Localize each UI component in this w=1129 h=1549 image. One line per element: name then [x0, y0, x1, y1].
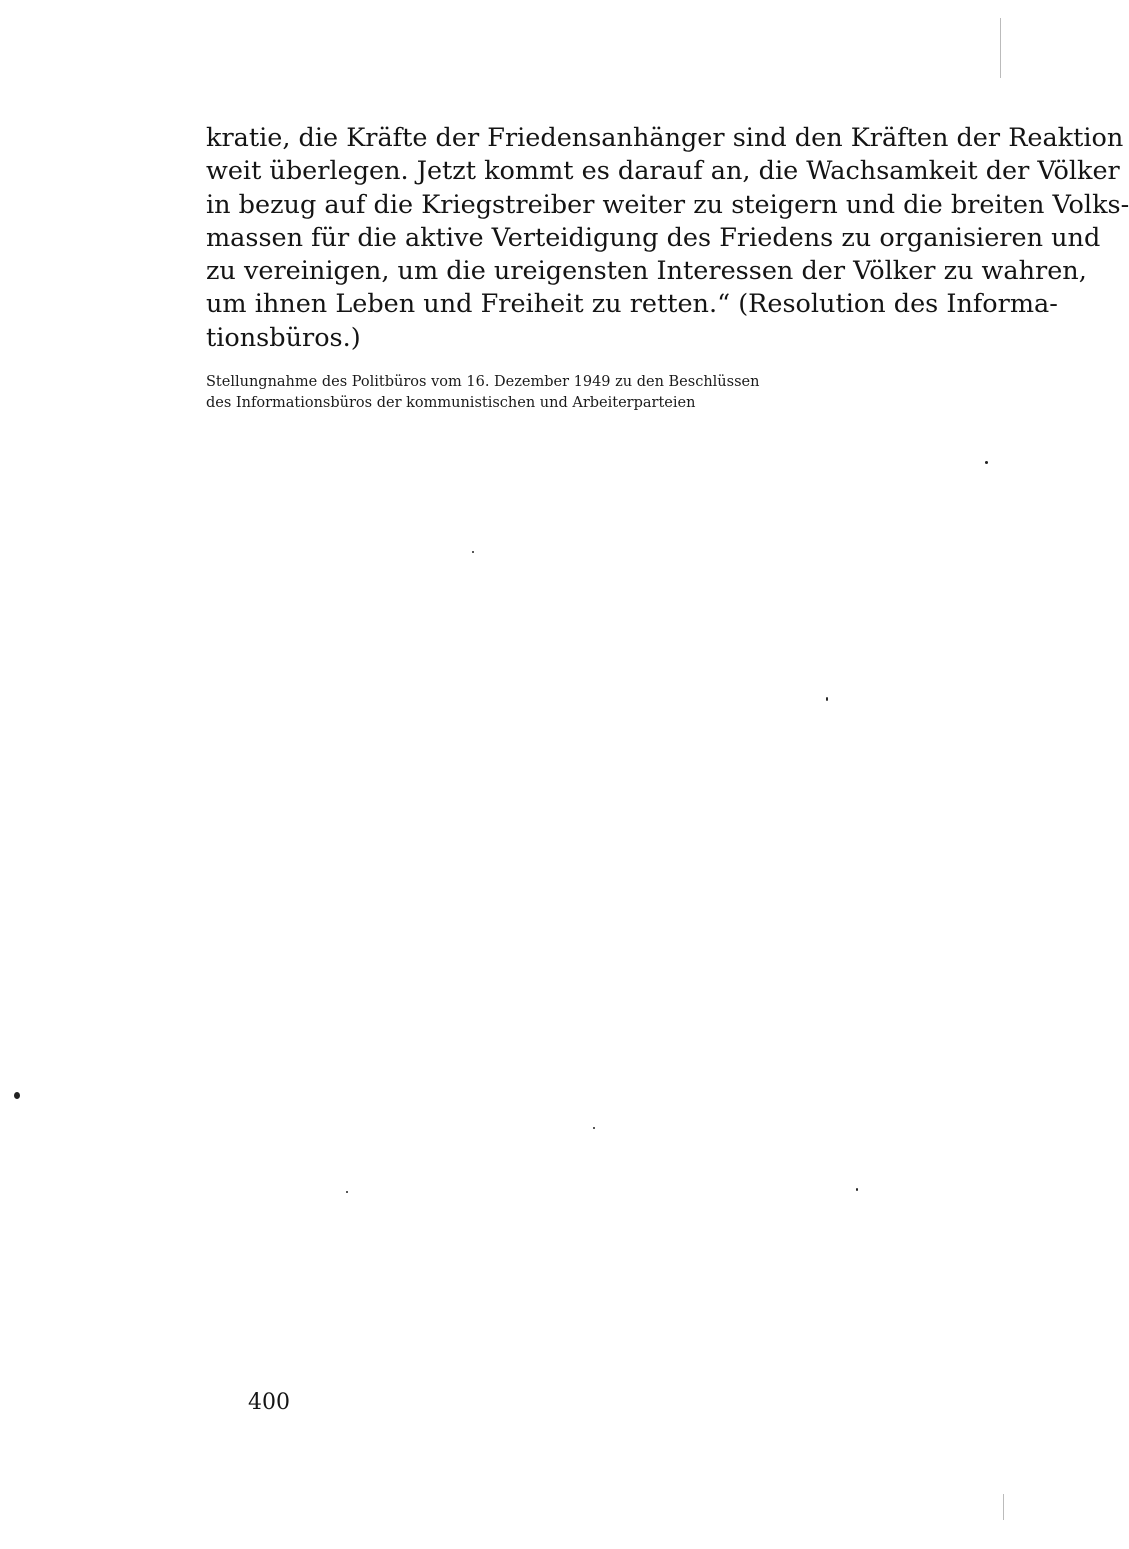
scan-speck	[346, 1191, 348, 1193]
scan-speck	[985, 461, 988, 464]
scan-speck	[856, 1188, 858, 1191]
scan-speck	[593, 1127, 595, 1129]
body-paragraph	[206, 122, 1129, 355]
body-line: in bezug auf die Kriegstreiber weiter zu steigern und die breiten Volks-	[206, 189, 1129, 220]
scan-speck	[472, 551, 474, 553]
scan-speck	[14, 1092, 20, 1099]
page-number: 400	[248, 1390, 290, 1415]
scan-speck	[826, 697, 828, 701]
scan-speck	[1000, 18, 1001, 78]
scan-speck	[1003, 1494, 1004, 1520]
body-line: tionsbüros.)	[206, 322, 361, 353]
source-note-line: Stellungnahme des Politbüros vom 16. Dezember 1949 zu den Beschlüssen	[206, 374, 760, 390]
body-line: weit überlegen. Jetzt kommt es darauf an, die Wachsamkeit der Völker	[206, 156, 1120, 187]
body-line: zu vereinigen, um die ureigensten Interessen der Völker zu wahren,	[206, 256, 1087, 287]
source-note-line: des Informationsbüros der kommunistischen und Arbeiterparteien	[206, 395, 696, 411]
body-line: um ihnen Leben und Freiheit zu retten.“ (Resolution des Informa-	[206, 289, 1058, 320]
body-line: kratie, die Kräfte der Friedensanhänger sind den Kräften der Reaktion	[206, 123, 1124, 153]
source-note	[206, 372, 846, 414]
body-line: massen für die aktive Verteidigung des Friedens zu organisieren und	[206, 222, 1101, 253]
